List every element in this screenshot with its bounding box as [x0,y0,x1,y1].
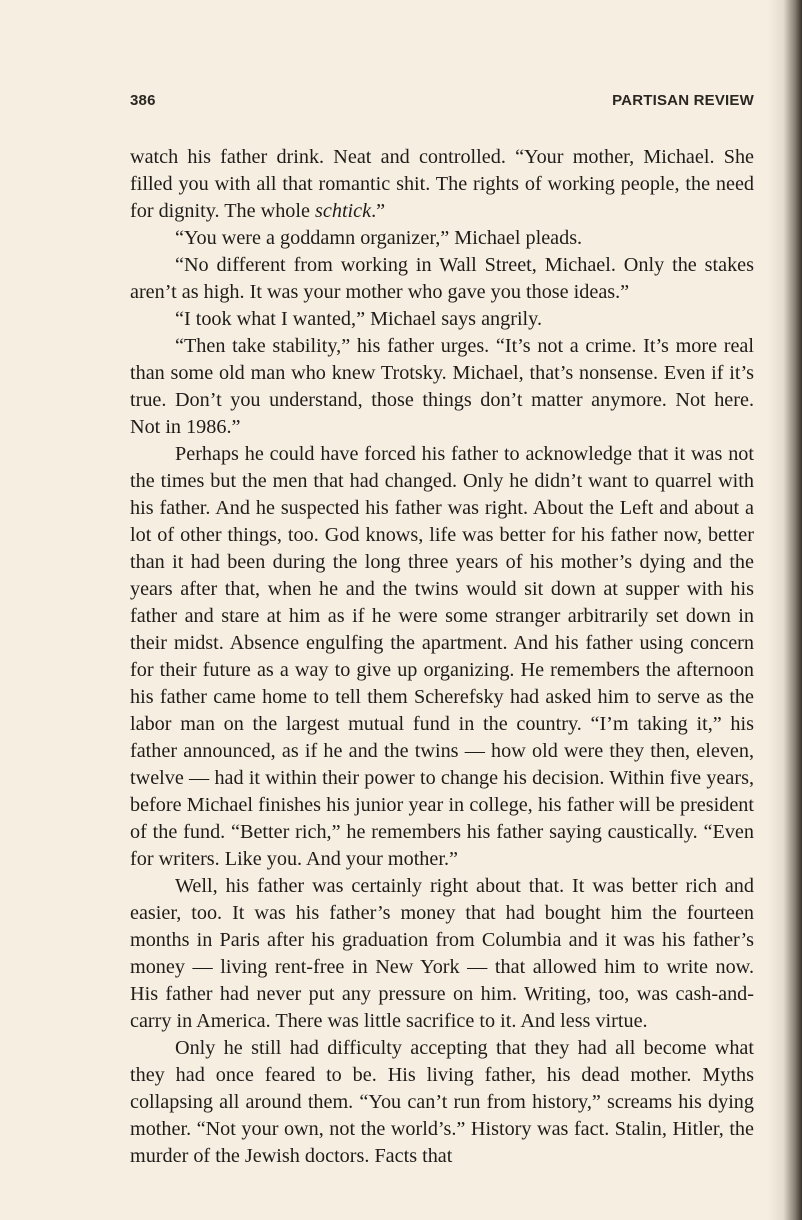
book-spine-shadow [768,0,802,1220]
paragraph: Only he still had difficulty accepting that they had all become what they had once feared to be. His living father, his dead mother. Myths collapsing all around them. “You can’t run from history,” screams his dying mother. “Not your own, not the world’s.” History was fact. Stalin, Hitler, the murder of the Jewish doctors. Facts that [130,1037,754,1167]
paragraph: “Then take stability,” his father urges. “It’s not a crime. It’s more real than some old man who knew Trotsky. Michael, that’s nonsense. Even if it’s true. Don’t you understand, those things don’t matter anymore. Not here. Not in 1986.” [130,335,754,438]
paragraph [130,144,754,225]
paragraph: Well, his father was certainly right about that. It was better rich and easier, too. It was his father’s money that had bought him the fourteen months in Paris after his graduation from Columbia and it was his father’s money — living rent-free in New York — that allowed him to write now. His father had never put any pressure on him. Writing, too, was cash-and-carry in America. There was little sacrifice to it. And less virtue. [130,875,754,1032]
paragraph: “You were a goddamn organizer,” Michael pleads. [175,227,583,249]
paragraph: “I took what I wanted,” Michael says angrily. [175,308,542,330]
page-header [130,92,754,114]
italic-word: schtick [315,200,372,222]
running-title: PARTISAN REVIEW [612,92,754,109]
page-number: 386 [130,92,156,109]
paragraph: Perhaps he could have forced his father to acknowledge that it was not the times but the men that had changed. Only he didn’t want to quarrel with his father. And he suspected his father was right. About the Left and about a lot of other things, too. God knows, life was better for his father now, better than it had been during the long three years of his mother’s dying and the years after that, when he and the twins would sit down at supper with his father and stare at him as if he were some stranger arbitrarily set down in their midst. Absence engulfing the apartment. And his father using concern for their future as a way to give up organizing. He remembers the afternoon his father came home to tell them Scherefsky had asked him to serve as the labor man on the largest mutual fund in the country. “I’m taking it,” his father announced, as if he and the twins — how old were they then, eleven, twelve — had it within their power to change his decision. Within five years, before Michael finishes his junior year in college, his father will be president of the fund. “Better rich,” he remembers his father saying caustically. “Even for writers. Like you. And your mother.” [130,443,754,870]
body-text [130,144,754,1170]
paragraph-text: .” [371,200,386,222]
paragraph-text: watch his father drink. Neat and controlled. “Your mother, Michael. She filled you with all that romantic shit. The rights of working people, the need for dignity. The whole [130,146,754,222]
paragraph: “No different from working in Wall Street, Michael. Only the stakes aren’t as high. It was your mother who gave you those ideas.” [130,254,754,303]
